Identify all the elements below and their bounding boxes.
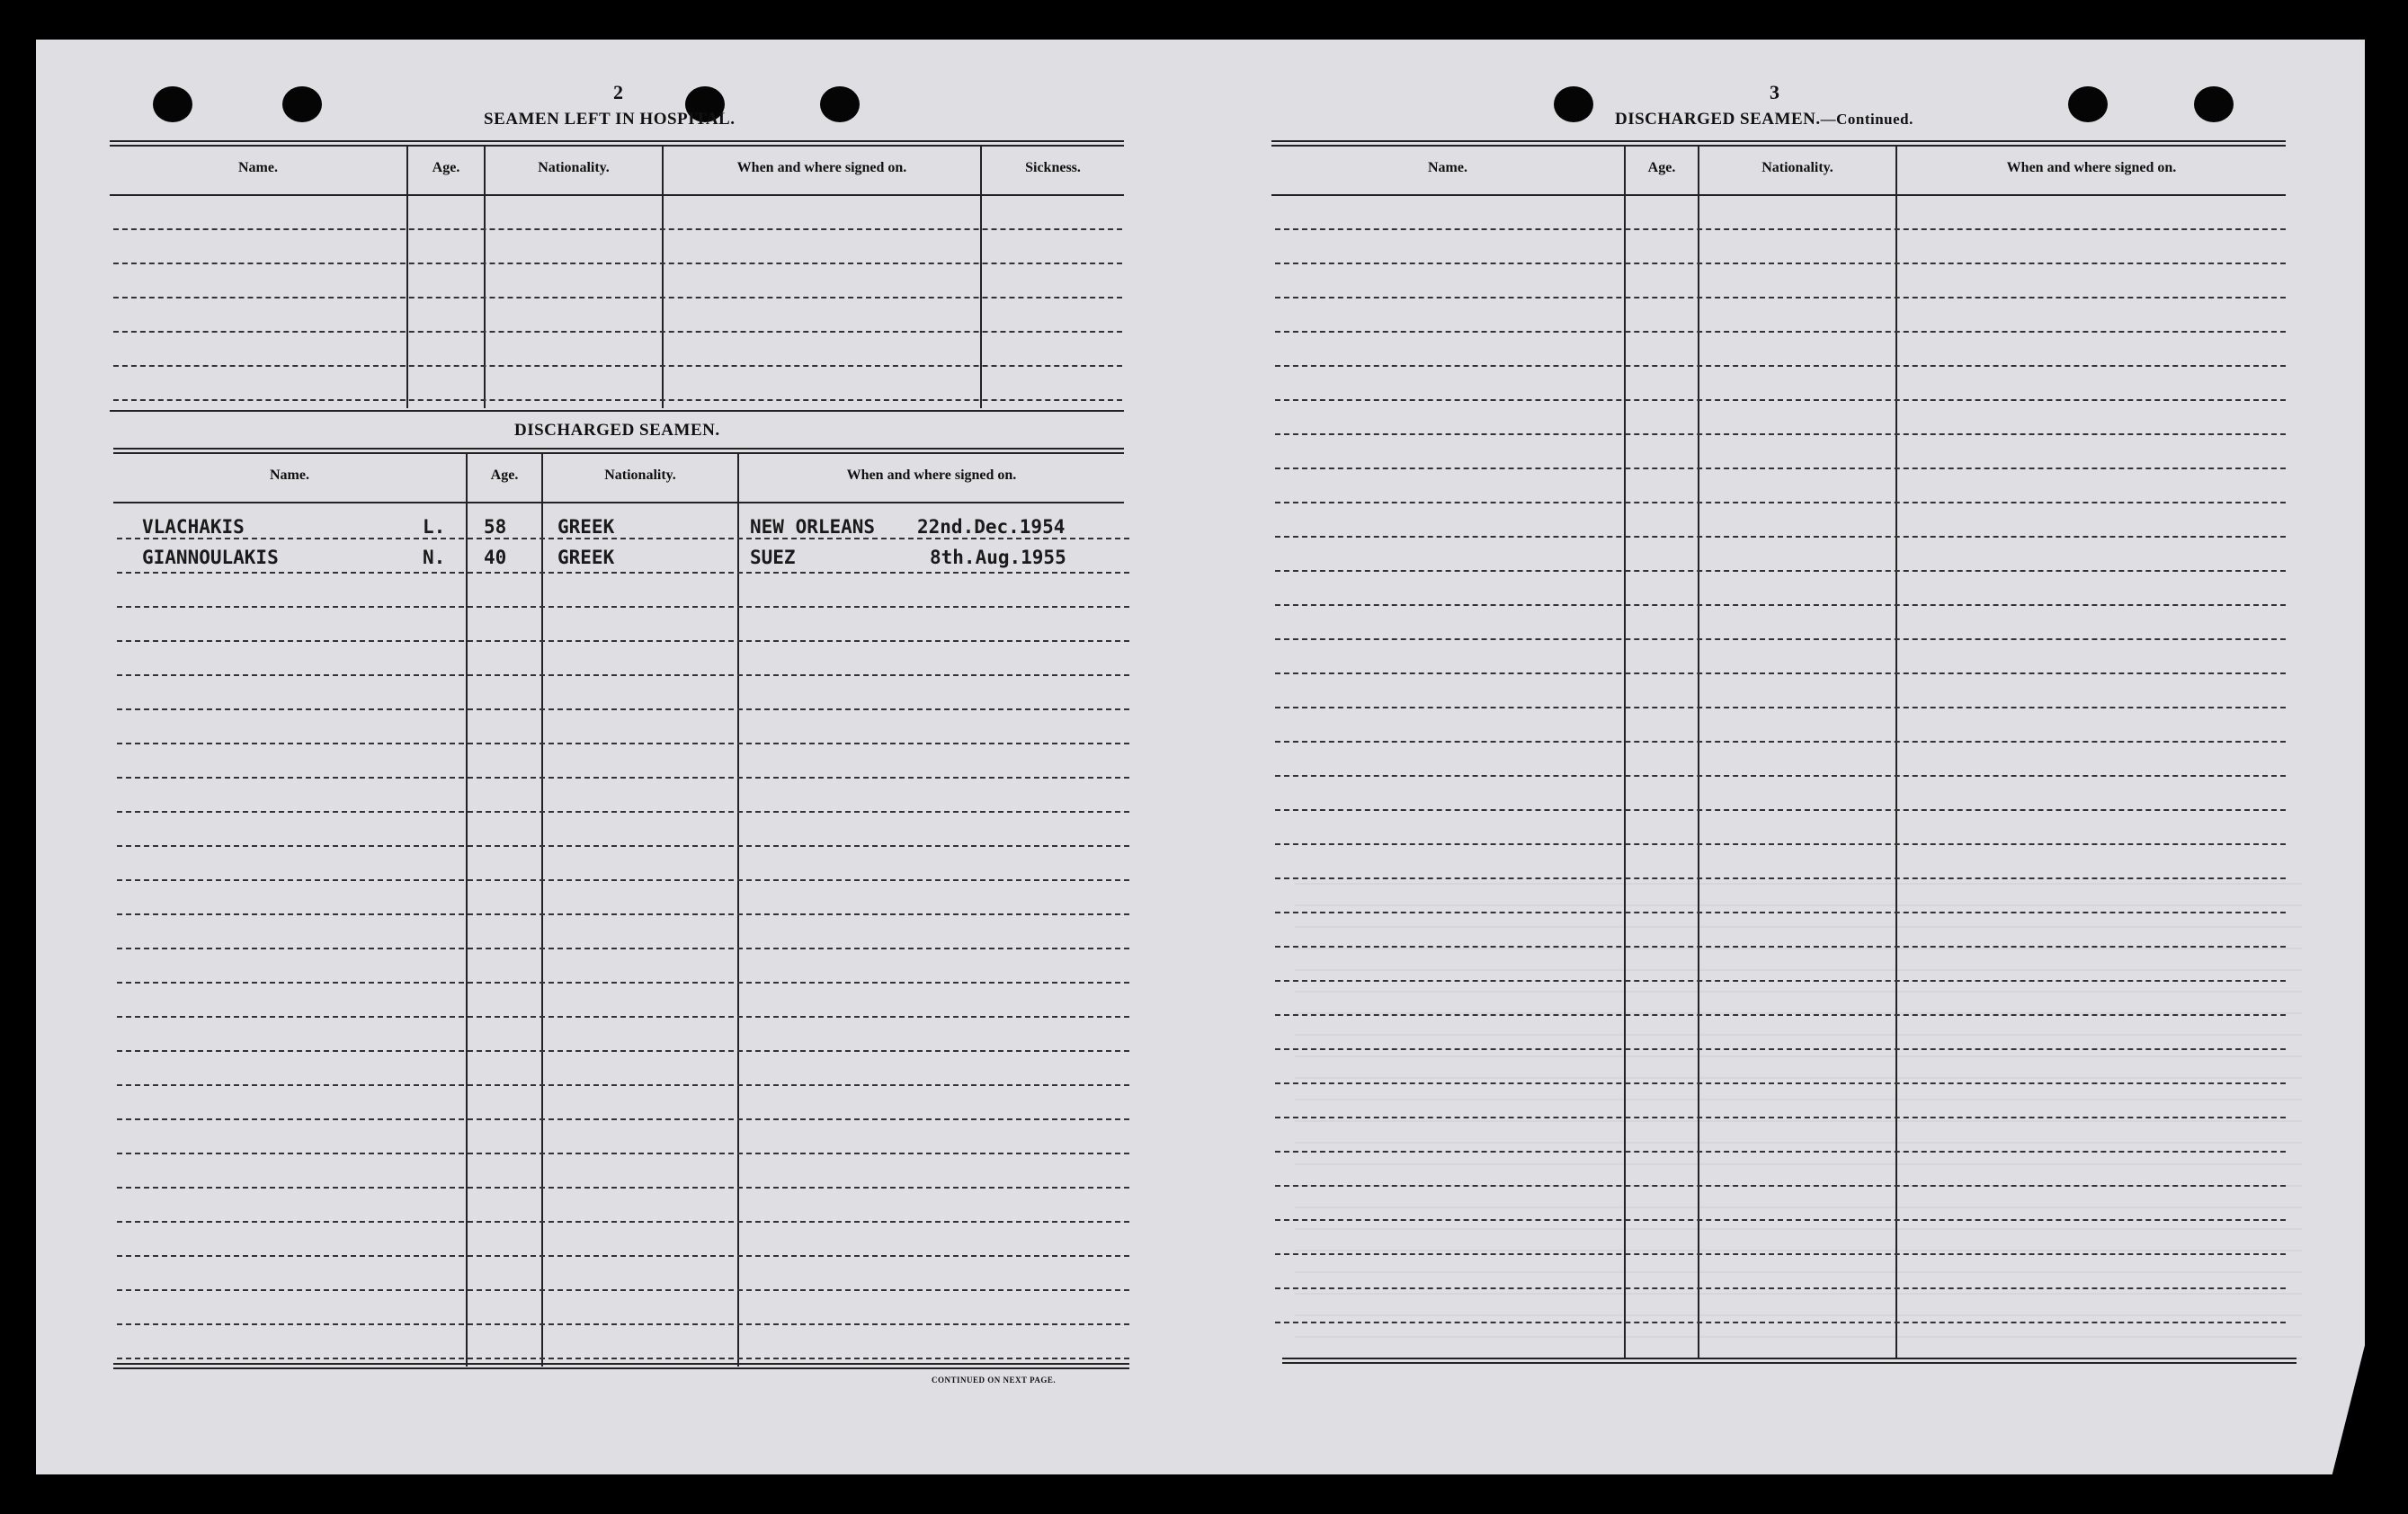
ruled-line [117, 743, 1129, 744]
ruled-line [117, 1221, 1129, 1223]
ruled-line [1275, 365, 2286, 367]
right-table-top-rule [1271, 145, 2286, 147]
hospital-col-sickness: Sickness. [1025, 160, 1081, 175]
ruled-line [1275, 809, 2286, 811]
right-section-title [1615, 110, 1913, 129]
right-title-suffix: —Continued. [1820, 111, 1913, 128]
hospital-table-bottom-rule [110, 410, 1124, 412]
ruled-line [117, 982, 1129, 984]
hospital-col-signed-on: When and where signed on. [736, 160, 907, 175]
ruled-line [1275, 1082, 2286, 1084]
punch-hole [820, 86, 860, 122]
hospital-section-title: SEAMEN LEFT IN HOSPITAL. [484, 110, 736, 129]
ruled-line [1275, 877, 2286, 879]
discharged-col-divider [466, 453, 468, 1367]
punch-hole [153, 86, 192, 122]
right-col-divider [1698, 146, 1699, 1359]
punch-hole [2194, 86, 2234, 122]
right-col-name: Name. [1428, 160, 1467, 175]
hospital-header-rule [110, 194, 1124, 196]
ruled-line [113, 399, 1122, 401]
discharged-section-title: DISCHARGED SEAMEN. [514, 421, 720, 440]
ruled-line [117, 879, 1129, 881]
continued-on-next-page: CONTINUED ON NEXT PAGE. [932, 1376, 1057, 1385]
discharged-table-bottom-rule [113, 1367, 1129, 1369]
ruled-line [1275, 331, 2286, 333]
page-number-left: 2 [613, 81, 623, 103]
ruled-line [1275, 1185, 2286, 1187]
ruled-line [117, 1358, 1129, 1359]
bleed-through-background [1295, 863, 2302, 1367]
right-col-nationality: Nationality. [1761, 160, 1833, 175]
hospital-table-top-rule [110, 140, 1124, 142]
discharged-table-top-rule [113, 448, 1124, 450]
right-col-age: Age. [1647, 160, 1676, 175]
discharged-col-signed-on: When and where signed on. [846, 468, 1017, 483]
ruled-line [1275, 570, 2286, 572]
ruled-line [113, 228, 1122, 230]
ruled-line [117, 606, 1129, 608]
ruled-line [1275, 707, 2286, 708]
ruled-line [117, 1289, 1129, 1291]
ruled-line [1275, 502, 2286, 503]
hospital-col-name: Name. [238, 160, 278, 175]
ruled-line [117, 811, 1129, 813]
ruled-line [1275, 672, 2286, 674]
ruled-line [117, 1084, 1129, 1086]
ruled-line [117, 572, 1129, 574]
right-table-bottom-rule [1282, 1358, 2297, 1359]
ruled-line [1275, 946, 2286, 948]
hospital-col-age: Age. [432, 160, 460, 175]
hospital-col-divider [406, 146, 408, 408]
ruled-line [117, 845, 1129, 847]
ruled-line [1275, 1287, 2286, 1289]
discharged-col-divider [541, 453, 543, 1367]
seaman-age: 58 [484, 516, 507, 538]
right-col-signed-on: When and where signed on. [2006, 160, 2177, 175]
ruled-line [117, 948, 1129, 949]
discharged-col-name: Name. [270, 468, 309, 483]
signed-on-place: SUEZ [750, 547, 796, 568]
discharged-header-rule [113, 502, 1124, 503]
ruled-line [117, 674, 1129, 676]
ruled-line [117, 538, 1129, 539]
seaman-surname: VLACHAKIS [142, 516, 245, 538]
ruled-line [117, 1153, 1129, 1154]
ruled-line [1275, 1117, 2286, 1118]
signed-on-place: NEW ORLEANS [750, 516, 876, 538]
ruled-line [117, 1187, 1129, 1189]
ruled-line [1275, 297, 2286, 298]
ruled-line [1275, 741, 2286, 743]
punch-hole [2068, 86, 2108, 122]
seaman-nationality: GREEK [557, 547, 615, 568]
ruled-line [1275, 1151, 2286, 1153]
discharged-table-top-rule [113, 452, 1124, 454]
ruled-line [1275, 1253, 2286, 1255]
seaman-initial: L. [423, 516, 446, 538]
ruled-line [1275, 604, 2286, 606]
right-table-top-rule [1271, 140, 2286, 142]
ruled-line [1275, 912, 2286, 913]
ruled-line [1275, 843, 2286, 845]
hospital-col-divider [484, 146, 486, 408]
ruled-line [1275, 433, 2286, 435]
seaman-nationality: GREEK [557, 516, 615, 538]
ruled-line [1275, 263, 2286, 264]
ruled-line [117, 1050, 1129, 1052]
ruled-line [113, 263, 1122, 264]
page-number-right: 3 [1770, 81, 1779, 103]
seaman-initial: N. [423, 547, 446, 568]
ruled-line [113, 331, 1122, 333]
punch-hole [1554, 86, 1593, 122]
ruled-line [1275, 1322, 2286, 1323]
seaman-surname: GIANNOULAKIS [142, 547, 279, 568]
hospital-col-divider [662, 146, 664, 408]
ruled-line [1275, 638, 2286, 640]
discharged-col-nationality: Nationality. [604, 468, 676, 483]
discharged-col-divider [737, 453, 739, 1367]
ruled-line [1275, 228, 2286, 230]
ruled-line [1275, 399, 2286, 401]
discharged-col-age: Age. [490, 468, 519, 483]
ruled-line [117, 1118, 1129, 1120]
ruled-line [117, 1323, 1129, 1325]
signed-on-date: 8th.Aug.1955 [930, 547, 1066, 568]
right-table-bottom-rule [1282, 1362, 2297, 1364]
ruled-line [1275, 468, 2286, 469]
ruled-line [117, 640, 1129, 642]
ruled-line [117, 777, 1129, 779]
ruled-line [117, 1016, 1129, 1018]
ruled-line [1275, 1048, 2286, 1050]
ruled-line [117, 913, 1129, 915]
right-header-rule [1271, 194, 2286, 196]
right-col-divider [1895, 146, 1897, 1359]
ruled-line [1275, 1219, 2286, 1221]
ruled-line [1275, 536, 2286, 538]
ruled-line [117, 1255, 1129, 1257]
hospital-col-nationality: Nationality. [538, 160, 610, 175]
ruled-line [113, 365, 1122, 367]
ruled-line [1275, 775, 2286, 777]
ruled-line [117, 708, 1129, 710]
right-col-divider [1624, 146, 1626, 1359]
discharged-table-bottom-rule [113, 1363, 1129, 1365]
hospital-table-top-rule [110, 145, 1124, 147]
ruled-line [1275, 1014, 2286, 1016]
ruled-line [1275, 980, 2286, 982]
punch-hole [282, 86, 322, 122]
hospital-col-divider [980, 146, 982, 408]
right-title-main: DISCHARGED SEAMEN. [1615, 110, 1821, 129]
signed-on-date: 22nd.Dec.1954 [917, 516, 1066, 538]
seaman-age: 40 [484, 547, 507, 568]
ruled-line [113, 297, 1122, 298]
